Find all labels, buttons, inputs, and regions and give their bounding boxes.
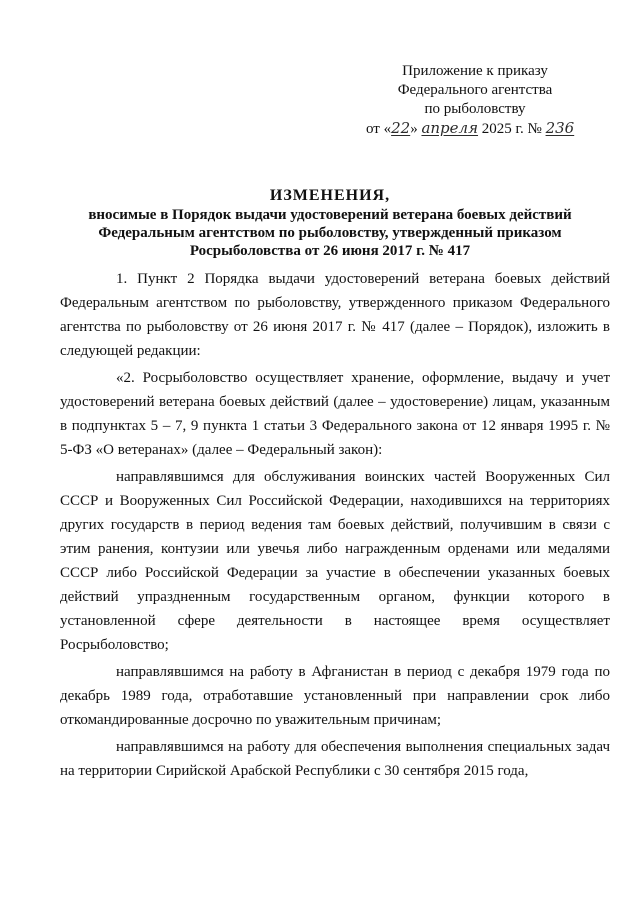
handwritten-order-number: 236 xyxy=(545,119,575,137)
document-body xyxy=(60,267,610,786)
order-date-line xyxy=(360,119,590,139)
appendix-header xyxy=(360,62,590,139)
document-title xyxy=(60,186,600,260)
paragraph-1: 1. Пункт 2 Порядка выдачи удостоверений ветерана боевых действий Федеральным агентством по рыболовству, утвержденного приказом Федерального агентства по рыболовству от 26 июня 2017 г. № 417 (далее – Порядок), изложить в следующей редакции: xyxy=(60,271,610,359)
handwritten-month: апреля xyxy=(421,119,479,137)
date-day-close: » xyxy=(410,121,418,137)
title-main: ИЗМЕНЕНИЯ, xyxy=(269,187,391,204)
title-subtitle-3: Росрыболовства от 26 июня 2017 г. № 417 xyxy=(189,243,471,259)
appendix-line-3: по рыболовству xyxy=(424,101,526,117)
appendix-line-1: Приложение к приказу xyxy=(402,63,548,79)
paragraph-2: «2. Росрыболовство осуществляет хранение, оформление, выдачу и учет удостоверений ветерана боевых действий (далее – удостоверение) лицам, указанным в подпунктах 5 – 7, 9 пункта 1 статьи 3 Федерального закона от 12 января 1995 г. № 5-ФЗ «О ветеранах» (далее – Федеральный закон): xyxy=(60,370,610,458)
handwritten-day: 22 xyxy=(391,119,411,137)
title-subtitle-1: вносимые в Порядок выдачи удостоверений ветерана боевых действий xyxy=(88,207,572,223)
paragraph-4: направлявшимся на работу в Афганистан в период с декабря 1979 года по декабрь 1989 года, отработавшие установленный при направлении срок либо откомандированные досрочно по уважительным причинам; xyxy=(60,664,610,728)
title-subtitle-2: Федеральным агентством по рыболовству, утвержденный приказом xyxy=(98,225,562,241)
appendix-line-2: Федерального агентства xyxy=(397,82,553,98)
date-prefix: от « xyxy=(366,121,392,137)
paragraph-3: направлявшимся для обслуживания воинских частей Вооруженных Сил СССР и Вооруженных Сил Российской Федерации, находившихся на территориях других государств в период ведения там боевых действий, получившим в связи с этим ранения, контузии или увечья либо награжденным орденами или медалями СССР либо Российской Федерации за участие в обеспечении указанных боевых действий упраздненным государственным органом, функции которого в установленной сфере деятельности в настоящее время осуществляет Росрыболовство; xyxy=(60,469,610,653)
paragraph-5: направлявшимся на работу для обеспечения выполнения специальных задач на территории Сирийской Арабской Республики с 30 сентября 2015 года, xyxy=(60,739,610,779)
date-year-text: 2025 г. № xyxy=(481,121,542,137)
